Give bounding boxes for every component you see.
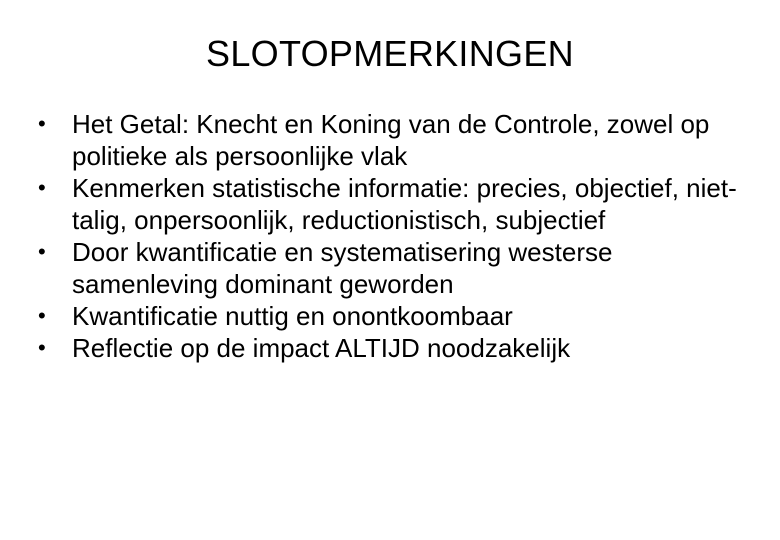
bullet-text: Reflectie op de impact ALTIJD noodzakelijk bbox=[72, 333, 571, 363]
bullet-item bbox=[38, 172, 738, 236]
bullet-text: Kenmerken statistische informatie: precies, objectief, niet-talig, onpersoonlijk, reductionistisch, subjectief bbox=[72, 173, 737, 235]
bullet-icon: • bbox=[38, 111, 46, 136]
slide-title: SLOTOPMERKINGEN bbox=[206, 33, 574, 74]
bullet-text: Door kwantificatie en systematisering westerse samenleving dominant geworden bbox=[72, 237, 613, 299]
bullet-icon: • bbox=[38, 239, 46, 264]
bullet-item bbox=[38, 332, 738, 364]
bullet-icon: • bbox=[38, 335, 46, 360]
bullet-list bbox=[38, 108, 738, 364]
bullet-item bbox=[38, 236, 738, 300]
bullet-text: Het Getal: Knecht en Koning van de Controle, zowel op politieke als persoonlijke vlak bbox=[72, 109, 710, 171]
bullet-text: Kwantificatie nuttig en onontkoombaar bbox=[72, 301, 513, 331]
bullet-item bbox=[38, 108, 738, 172]
bullet-icon: • bbox=[38, 303, 46, 328]
bullet-icon: • bbox=[38, 175, 46, 200]
bullet-item bbox=[38, 300, 738, 332]
